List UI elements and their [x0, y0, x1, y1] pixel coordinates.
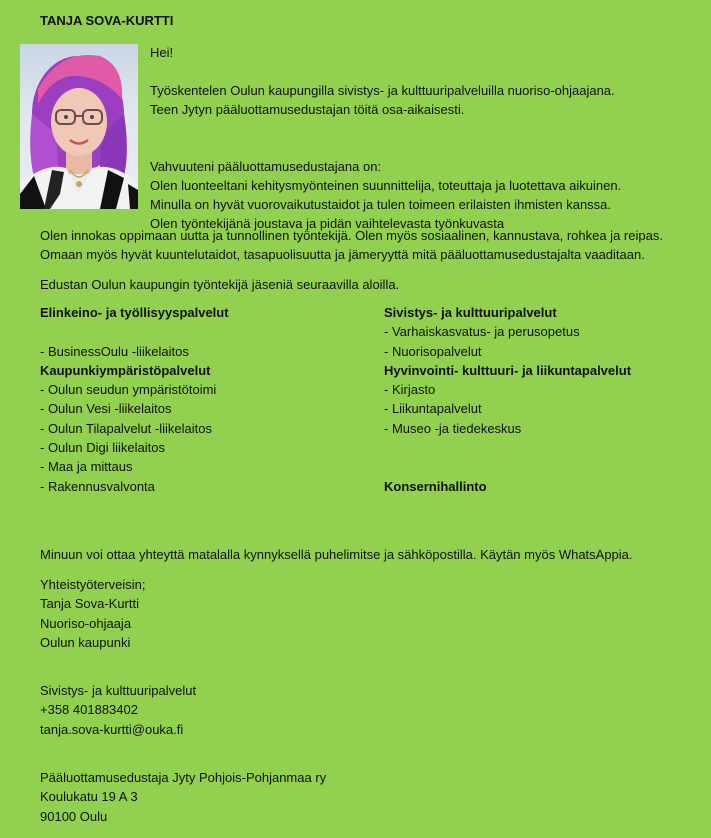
- sector-item: - Oulun Tilapalvelut -liikelaitos: [40, 420, 212, 436]
- sector-title: Hyvinvointi- kulttuuri- ja liikuntapalvelut: [384, 362, 632, 378]
- contact-block: [40, 681, 690, 739]
- sectors-right-column: [384, 303, 704, 496]
- sector-title: Elinkeino- ja työllisyyspalvelut: [40, 305, 229, 320]
- sector-item: - Oulun Vesi -liikelaitos: [40, 401, 172, 417]
- greeting: Hei!: [150, 45, 174, 60]
- strengths-spacer: [150, 138, 690, 157]
- sector-item: [384, 438, 704, 457]
- contact-phone[interactable]: +358 401883402: [40, 702, 138, 718]
- address-block: [40, 768, 690, 826]
- contact-text-line: Minuun voi ottaa yhteyttä matalalla kynnyksellä puhelimitse ja sähköpostilla. Käytän myös WhatsAppia.: [40, 547, 633, 562]
- sector-item: - Rakennusvalvonta: [40, 478, 155, 494]
- signature-line: Yhteistyöterveisin;: [40, 577, 146, 592]
- description-paragraph: [40, 226, 690, 264]
- sector-item: [384, 457, 704, 476]
- description-line: Omaan myös hyvät kuuntelutaidot, tasapuolisuutta ja jämeryyttä mitä pääluottamusedustajalta vaaditaan.: [40, 247, 645, 262]
- profile-photo: [20, 44, 138, 209]
- sectors-intro-text: Edustan Oulun kaupungin työntekijä jäseniä seuraavilla aloilla.: [40, 277, 400, 292]
- sector-item: - BusinessOulu -liikelaitos: [40, 343, 189, 359]
- sector-item: - Oulun Digi liikelaitos: [40, 440, 165, 456]
- sector-item: - Oulun seudun ympäristötoimi: [40, 382, 217, 398]
- sector-item: - Liikuntapalvelut: [384, 401, 482, 417]
- sector-item: - Nuorisopalvelut: [384, 343, 482, 359]
- strength-line: Olen työntekijänä joustava ja pidän vaihtelevasta työnkuvasta: [150, 216, 505, 231]
- portrait-image: [20, 44, 138, 209]
- signature-line: Nuoriso-ohjaaja: [40, 615, 132, 631]
- sector-title: Konsernihallinto: [384, 478, 487, 494]
- intro-line: Työskentelen Oulun kaupungilla sivistys- ja kulttuuripalveluilla nuoriso-ohjaajana.: [150, 83, 615, 98]
- strengths-title: Vahvuuteni pääluottamusedustajana on:: [150, 159, 382, 174]
- signature-block: [40, 575, 690, 652]
- description-line: Olen innokas oppimaan uutta ja tunnollinen työntekijä. Olen myös sosiaalinen, kannustava, rohkea ja reipas.: [40, 228, 663, 243]
- strength-line: Olen luonteeltani kehitysmyönteinen suunnittelija, toteuttaja ja luotettava aikuinen.: [150, 178, 622, 193]
- contact-text: [40, 545, 690, 564]
- sector-item: - Museo -ja tiedekeskus: [384, 420, 522, 436]
- address-line: Koulukatu 19 A 3: [40, 789, 138, 805]
- intro-section: [150, 43, 690, 233]
- sector-title: Sivistys- ja kulttuuripalvelut: [384, 305, 557, 320]
- address-line: 90100 Oulu: [40, 808, 108, 824]
- sectors-intro: [40, 275, 690, 294]
- contact-email[interactable]: tanja.sova-kurtti@ouka.fi: [40, 721, 184, 737]
- sector-item: [40, 322, 360, 341]
- signature-line: Tanja Sova-Kurtti: [40, 596, 139, 612]
- sector-title: Kaupunkiympäristöpalvelut: [40, 362, 211, 378]
- sectors-left-column: [40, 303, 360, 496]
- name-heading: TANJA SOVA-KURTTI: [40, 13, 174, 28]
- strength-line: Minulla on hyvät vuorovaikutustaidot ja tulen toimeen erilaisten ihmisten kanssa.: [150, 197, 612, 212]
- intro-line: Teen Jytyn pääluottamusedustajan töitä osa-aikaisesti.: [150, 102, 465, 117]
- sector-item: - Maa ja mittaus: [40, 459, 133, 475]
- signature-line: Oulun kaupunki: [40, 634, 131, 650]
- sector-item: - Varhaiskasvatus- ja perusopetus: [384, 324, 580, 340]
- contact-department: Sivistys- ja kulttuuripalvelut: [40, 683, 197, 698]
- sector-item: - Kirjasto: [384, 382, 436, 398]
- address-line: Pääluottamusedustaja Jyty Pohjois-Pohjanmaa ry: [40, 770, 327, 785]
